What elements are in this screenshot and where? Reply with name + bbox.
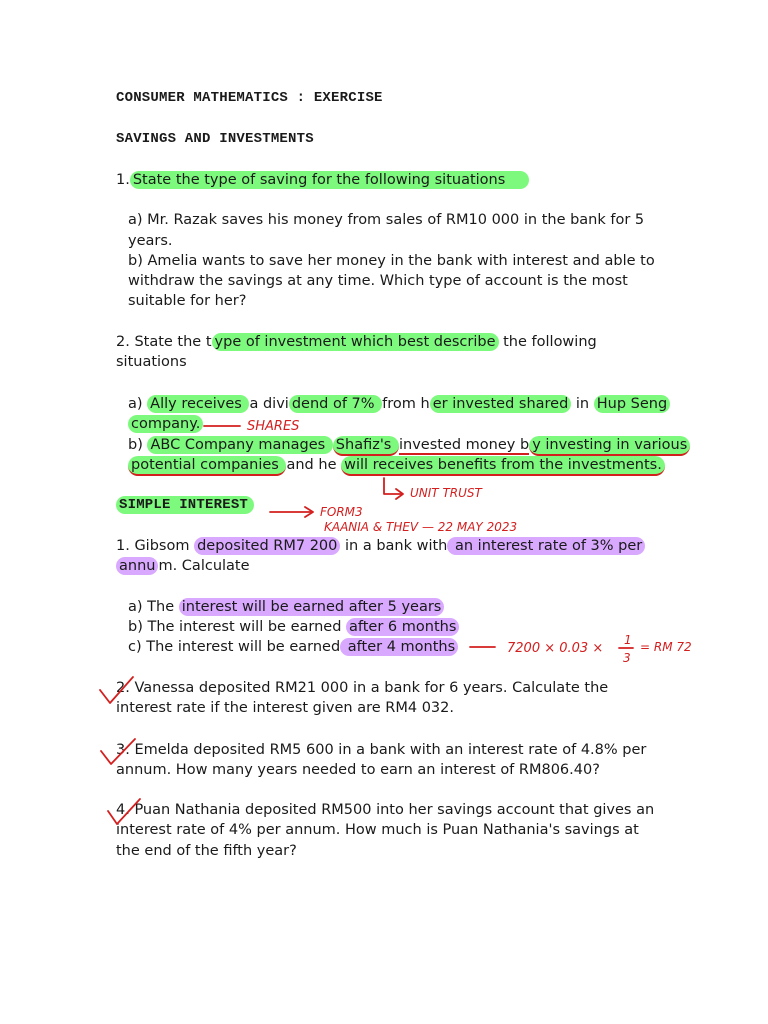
question-2a-line1 xyxy=(128,394,670,414)
highlight-green: dend of 7% xyxy=(289,395,382,413)
highlight-green-underlined: potential companies xyxy=(128,456,286,476)
ink-arrowhead xyxy=(396,489,403,499)
ink-label-unit-trust: UNIT TRUST xyxy=(410,486,482,500)
question-2b-line1 xyxy=(128,435,690,455)
text: a) The xyxy=(128,599,179,615)
highlight-green-underlined: Shafiz's xyxy=(333,436,399,456)
question-2a-line2 xyxy=(128,414,203,434)
ink-label-form: FORM3 xyxy=(320,505,363,519)
si-question-4-line1: 4. Puan Nathania deposited RM500 into her savings account that gives an xyxy=(116,802,655,818)
section-heading-savings: SAVINGS AND INVESTMENTS xyxy=(116,131,314,147)
ink-calc-denominator: 3 xyxy=(623,651,631,665)
text: a divi xyxy=(249,396,289,412)
si-question-2-line1: 2. Vanessa deposited RM21 000 in a bank for 6 years. Calculate the xyxy=(116,680,609,696)
ink-calc-left: 7200 × 0.03 × xyxy=(507,641,604,656)
highlight-green: er invested shared xyxy=(430,395,572,413)
question-1a-line1: a) Mr. Razak saves his money from sales of RM10 000 in the bank for 5 xyxy=(128,212,645,228)
highlight-green: State the type of saving for the following situations xyxy=(130,171,529,189)
underlined-text: invested money b xyxy=(398,437,530,453)
highlight-green: Ally receives xyxy=(147,395,249,413)
question-number: 1. xyxy=(116,172,130,188)
question-2-line1 xyxy=(116,332,597,352)
question-1a-line2: years. xyxy=(128,233,173,249)
text: m. Calculate xyxy=(158,558,250,574)
si-question-3-line2: annum. How many years needed to earn an interest of RM806.40? xyxy=(116,762,600,778)
si-question-3-line1: 3. Emelda deposited RM5 600 in a bank with an interest rate of 4.8% per xyxy=(116,742,647,758)
question-1b-line3: suitable for her? xyxy=(128,293,247,309)
question-2-line2: situations xyxy=(116,354,187,370)
question-1-stem xyxy=(116,170,529,190)
text: 1. Gibsom xyxy=(116,538,195,554)
si-question-1c xyxy=(128,637,458,657)
text: c) The interest will be earned xyxy=(128,639,341,655)
text: in a bank with xyxy=(340,538,448,554)
text: and he xyxy=(286,457,342,473)
si-question-1b xyxy=(128,617,459,637)
si-question-1-line1 xyxy=(116,536,645,556)
question-1b-line1: b) Amelia wants to save her money in the bank with interest and able to xyxy=(128,253,655,269)
highlight-purple: after 4 months xyxy=(340,638,458,656)
ink-arrow-unit-trust xyxy=(384,478,402,494)
highlight-green-underlined: y investing in various xyxy=(529,436,690,456)
ink-author-date: KAANIA & THEV — 22 MAY 2023 xyxy=(324,520,518,534)
highlight-green: ype of investment which best describe xyxy=(212,333,499,351)
ink-label-shares: SHARES xyxy=(247,419,300,434)
text: b) The interest will be earned xyxy=(128,619,347,635)
ink-calc-right: = RM 72 xyxy=(640,640,692,654)
text: 2. State the t xyxy=(116,334,212,350)
si-question-2-line2: interest rate if the interest given are RM4 032. xyxy=(116,700,454,716)
highlight-green: ABC Company manages xyxy=(147,436,332,454)
si-question-4-line3: the end of the fifth year? xyxy=(116,843,297,859)
section-heading-simple-interest xyxy=(116,495,254,515)
highlight-purple: an interest rate of 3% per xyxy=(447,537,645,555)
highlight-green: Hup Seng xyxy=(594,395,670,413)
highlight-green: company. xyxy=(128,415,203,433)
highlight-purple: annu xyxy=(116,557,158,575)
text: from h xyxy=(382,396,430,412)
ink-calc-numerator: 1 xyxy=(624,633,632,647)
question-2b-line2 xyxy=(128,455,665,475)
si-question-4-line2: interest rate of 4% per annum. How much is Puan Nathania's savings at xyxy=(116,822,639,838)
question-1b-line2: withdraw the savings at any time. Which type of account is the most xyxy=(128,273,628,289)
highlight-green: SIMPLE INTEREST xyxy=(116,496,254,514)
page-title: CONSUMER MATHEMATICS : EXERCISE xyxy=(116,90,383,106)
highlight-purple: interest will be earned after 5 years xyxy=(179,598,445,616)
highlight-green-underlined: will receives benefits from the investments. xyxy=(341,456,665,476)
text: in xyxy=(571,396,594,412)
text: a) xyxy=(128,396,148,412)
si-question-1-line2 xyxy=(116,556,250,576)
text: b) xyxy=(128,437,148,453)
highlight-purple: deposited RM7 200 xyxy=(194,537,340,555)
si-question-1a xyxy=(128,597,444,617)
ink-arrowhead xyxy=(305,507,313,517)
text: the following xyxy=(498,334,597,350)
highlight-purple: after 6 months xyxy=(346,618,459,636)
